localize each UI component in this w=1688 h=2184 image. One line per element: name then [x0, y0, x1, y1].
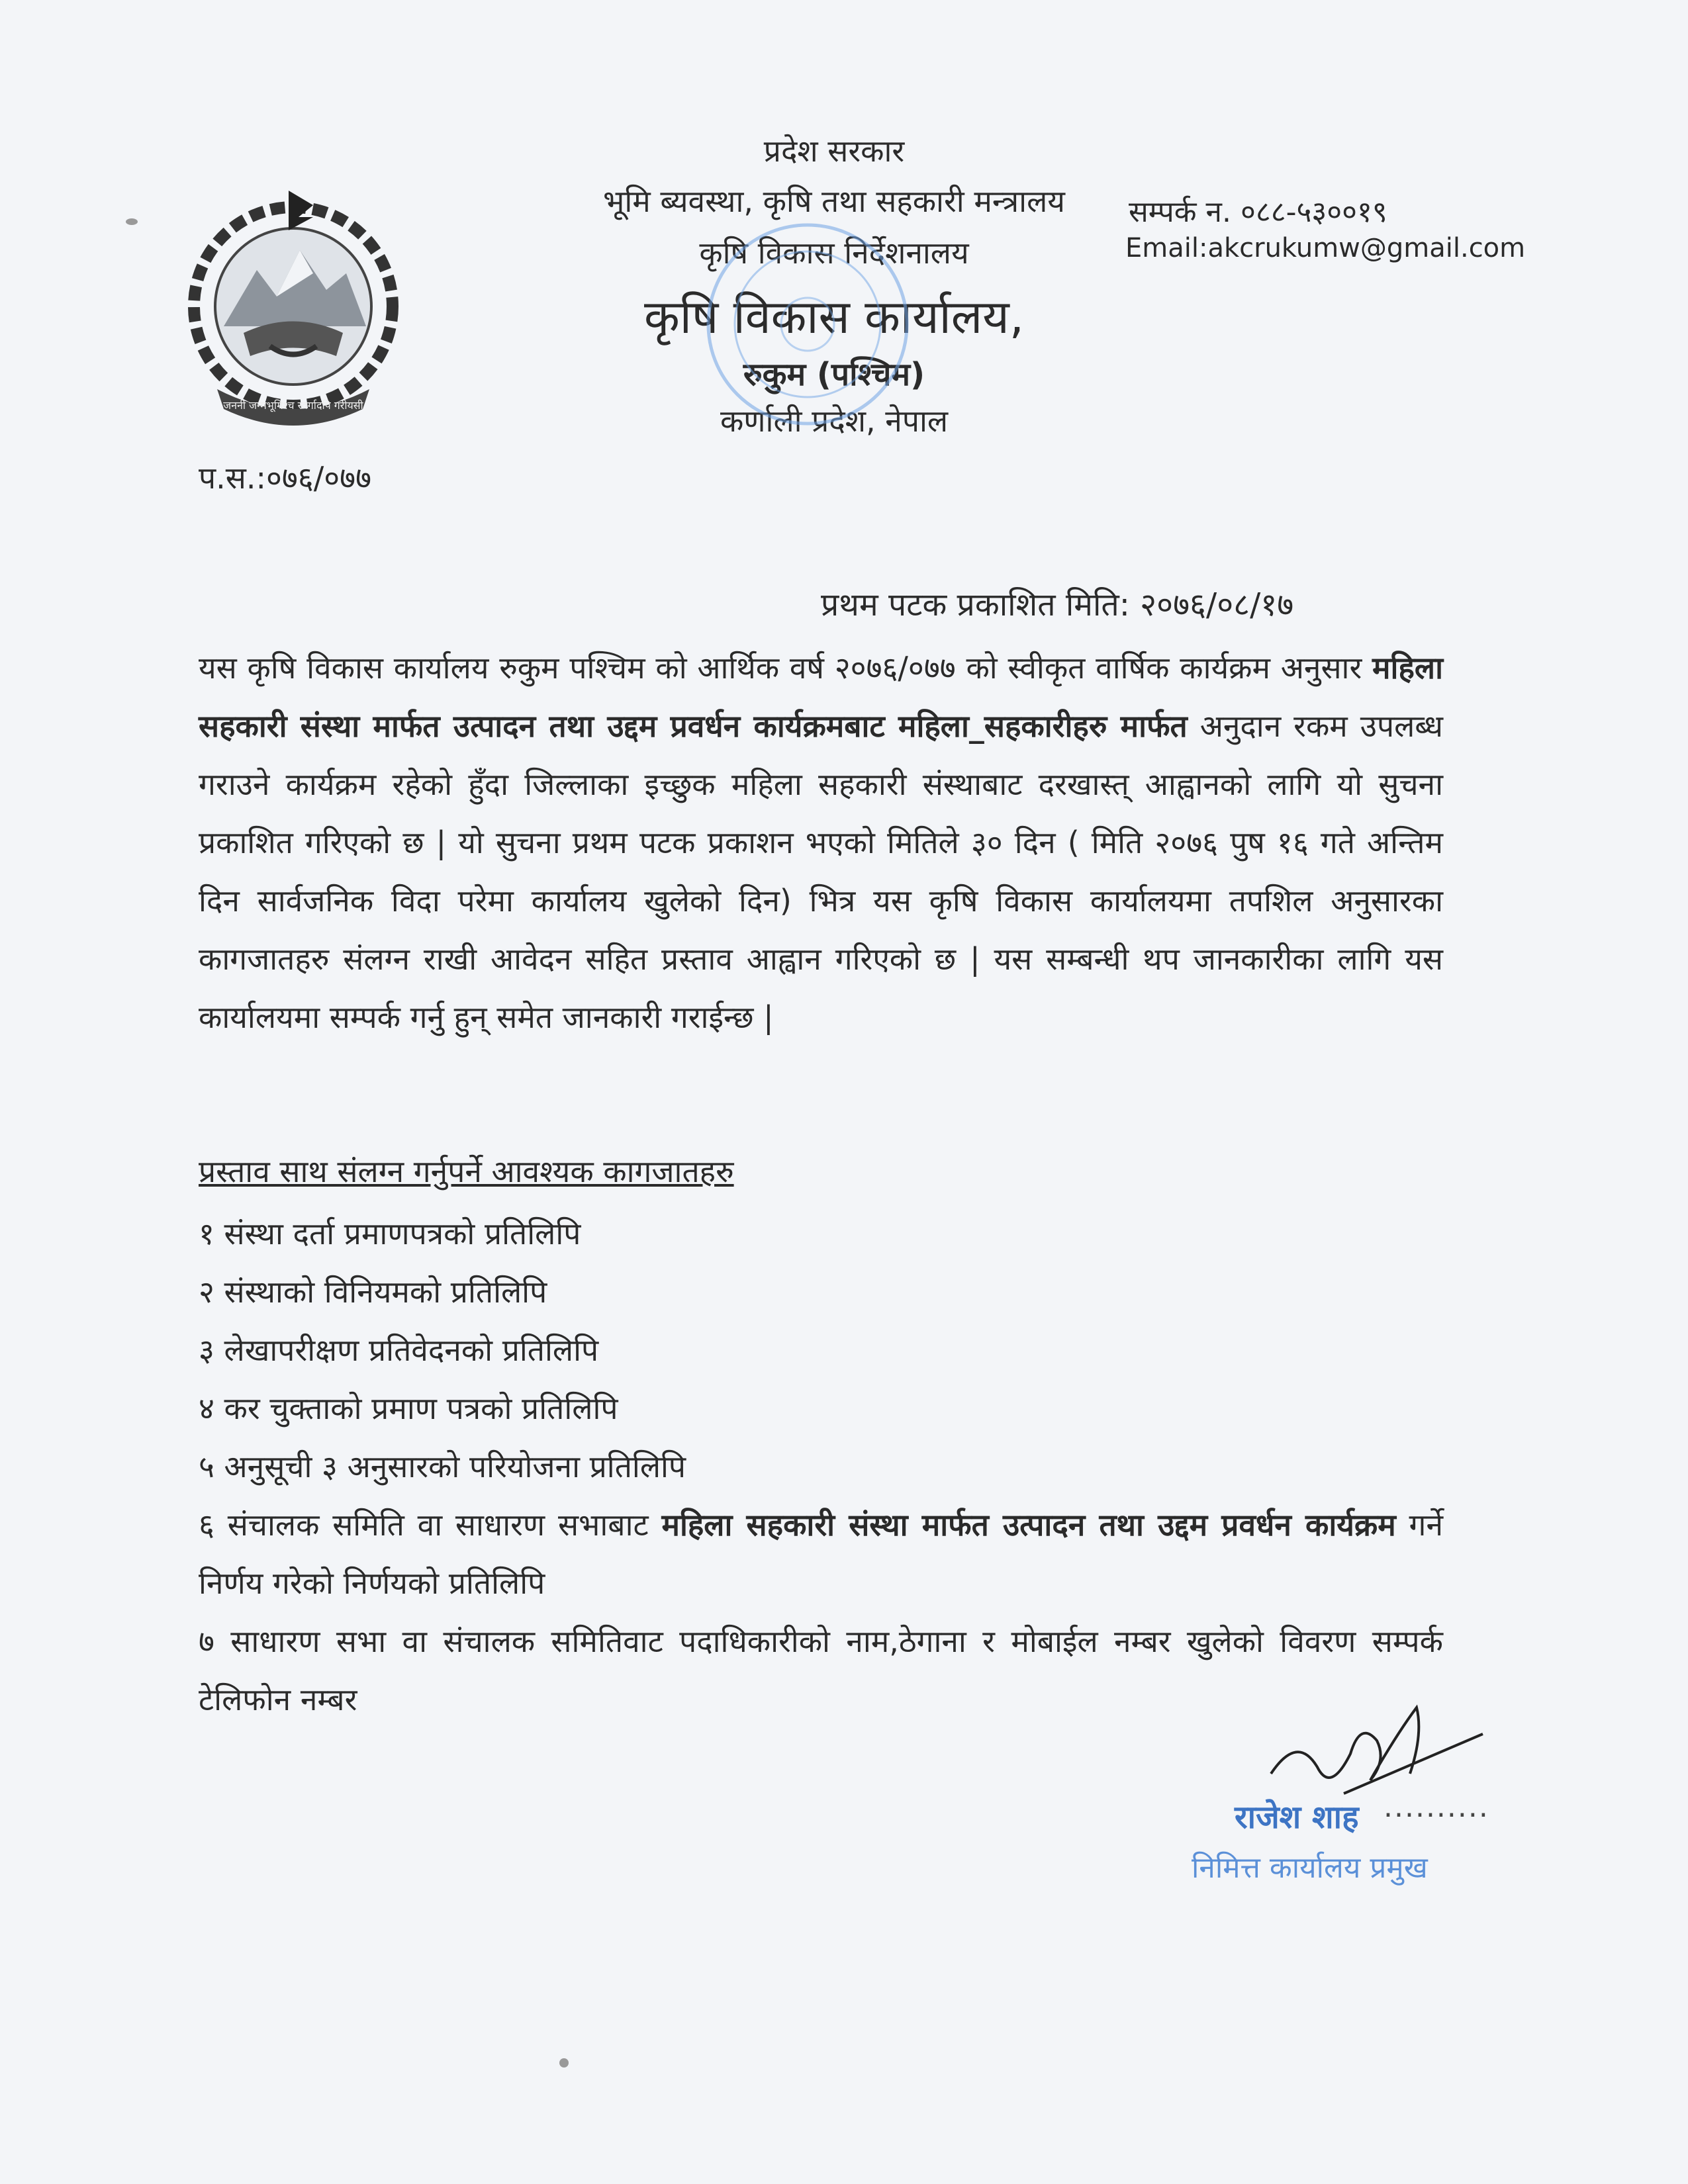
- requirement-item: ५ अनुसूची ३ अनुसारको परियोजना प्रतिलिपि: [199, 1449, 686, 1484]
- scan-speck: [559, 2058, 569, 2068]
- contact-phone: सम्पर्क न. ०८८-५३००१९: [1129, 195, 1387, 229]
- header-office-name: कृषि विकास कार्यालय,: [643, 290, 1025, 344]
- requirement-item: ४ कर चुक्ताको प्रमाण पत्रको प्रतिलिपि: [199, 1390, 618, 1426]
- signatory-name: राजेश शाह: [1235, 1799, 1359, 1836]
- requirement-item: [199, 1496, 1443, 1612]
- contact-email: Email:akcrukumw@gmail.com: [1125, 233, 1526, 263]
- header-province: कर्णाली प्रदेश, नेपाल: [720, 403, 949, 439]
- header-line-ministry: भूमि ब्यवस्था, कृषि तथा सहकारी मन्त्रालय: [603, 183, 1065, 219]
- requirements-heading: प्रस्ताव साथ संलग्न गर्नुपर्ने आवश्यक कागजातहरु: [199, 1154, 734, 1189]
- signatory-title: निमित्त कार्यालय प्रमुख: [1192, 1851, 1428, 1885]
- nepal-emblem-icon: [177, 191, 409, 429]
- requirement-item: २ संस्थाको विनियमको प्रतिलिपि: [199, 1274, 547, 1310]
- publication-date: प्रथम पटक प्रकाशित मिति: २०७६/०८/१७: [821, 586, 1294, 623]
- scan-speck: [126, 218, 138, 225]
- requirement-item6-pre: ६ संचालक समिति वा साधारण सभाबाट: [199, 1507, 662, 1543]
- header-line-directorate: कृषि विकास निर्देशनालय: [699, 235, 969, 271]
- header-line-government: प्रदेश सरकार: [763, 133, 905, 169]
- notice-text-part1: यस कृषि विकास कार्यालय रुकुम पश्चिम को आर्थिक वर्ष २०७६/०७७ को स्वीकृत वार्षिक कार्यक्रम अनुसार: [199, 650, 1373, 686]
- office-stamp-icon: [695, 212, 920, 437]
- requirement-item: १ संस्था दर्ता प्रमाणपत्रको प्रतिलिपि: [199, 1216, 581, 1251]
- notice-paragraph: [199, 639, 1443, 1046]
- emblem-motto: जननी जन्मभूमिश्च स्वर्गादपि गरीयसी: [223, 399, 363, 412]
- notice-text-part2: अनुदान रकम उपलब्ध गराउने कार्यक्रम रहेको हुँदा जिल्लाका इच्छुक महिला सहकारी संस्थाबाट दरखास्त् आह्वानको लागि यो सुचना प्रकाशित गरिएको छ | यो सुचना प्रथम पटक प्रकाशन भएको मितिले ३० दिन ( मिति २०७६ पुष १६ गते अन्तिम दिन सार्वजनिक विदा परेमा कार्यालय खुलेको दिन) भित्र यस कृषि विकास कार्यालयमा तपशिल अनुसारका कागजातहरु संलग्न राखी आवेदन सहित प्रस्ताव आह्वान गरिएको छ | यस सम्बन्धी थप जानकारीका लागि यस कार्यालयमा सम्पर्क गर्नु हुन् समेत जानकारी गराईन्छ |: [199, 708, 1443, 1035]
- notice-text-program: महिला सहकारी संस्था मार्फत उत्पादन तथा उद्दम प्रवर्धन कार्यक्रमबाट महिला_सहकारीहरु मार्फत: [199, 650, 1443, 744]
- header-district: रुकुम (पश्चिम): [743, 356, 925, 393]
- requirement-item6-post: गर्ने निर्णय गरेको निर्णयको प्रतिलिपि: [199, 1507, 1443, 1601]
- requirement-item6-program: महिला सहकारी संस्था मार्फत उत्पादन तथा उद्दम प्रवर्धन कार्यक्रम: [661, 1507, 1396, 1543]
- signature-dots: ..........: [1383, 1790, 1489, 1824]
- requirement-item: ७ साधारण सभा वा संचालक समितिवाट पदाधिकारीको नाम,ठेगाना र मोबाईल नम्बर खुलेको विवरण सम्पर्क टेलिफोन नम्बर: [199, 1623, 1443, 1717]
- reference-number: प.स.:०७६/०७७: [199, 460, 371, 496]
- requirements-list: [199, 1205, 1443, 1729]
- requirement-item: ३ लेखापरीक्षण प्रतिवेदनको प्रतिलिपि: [199, 1332, 599, 1368]
